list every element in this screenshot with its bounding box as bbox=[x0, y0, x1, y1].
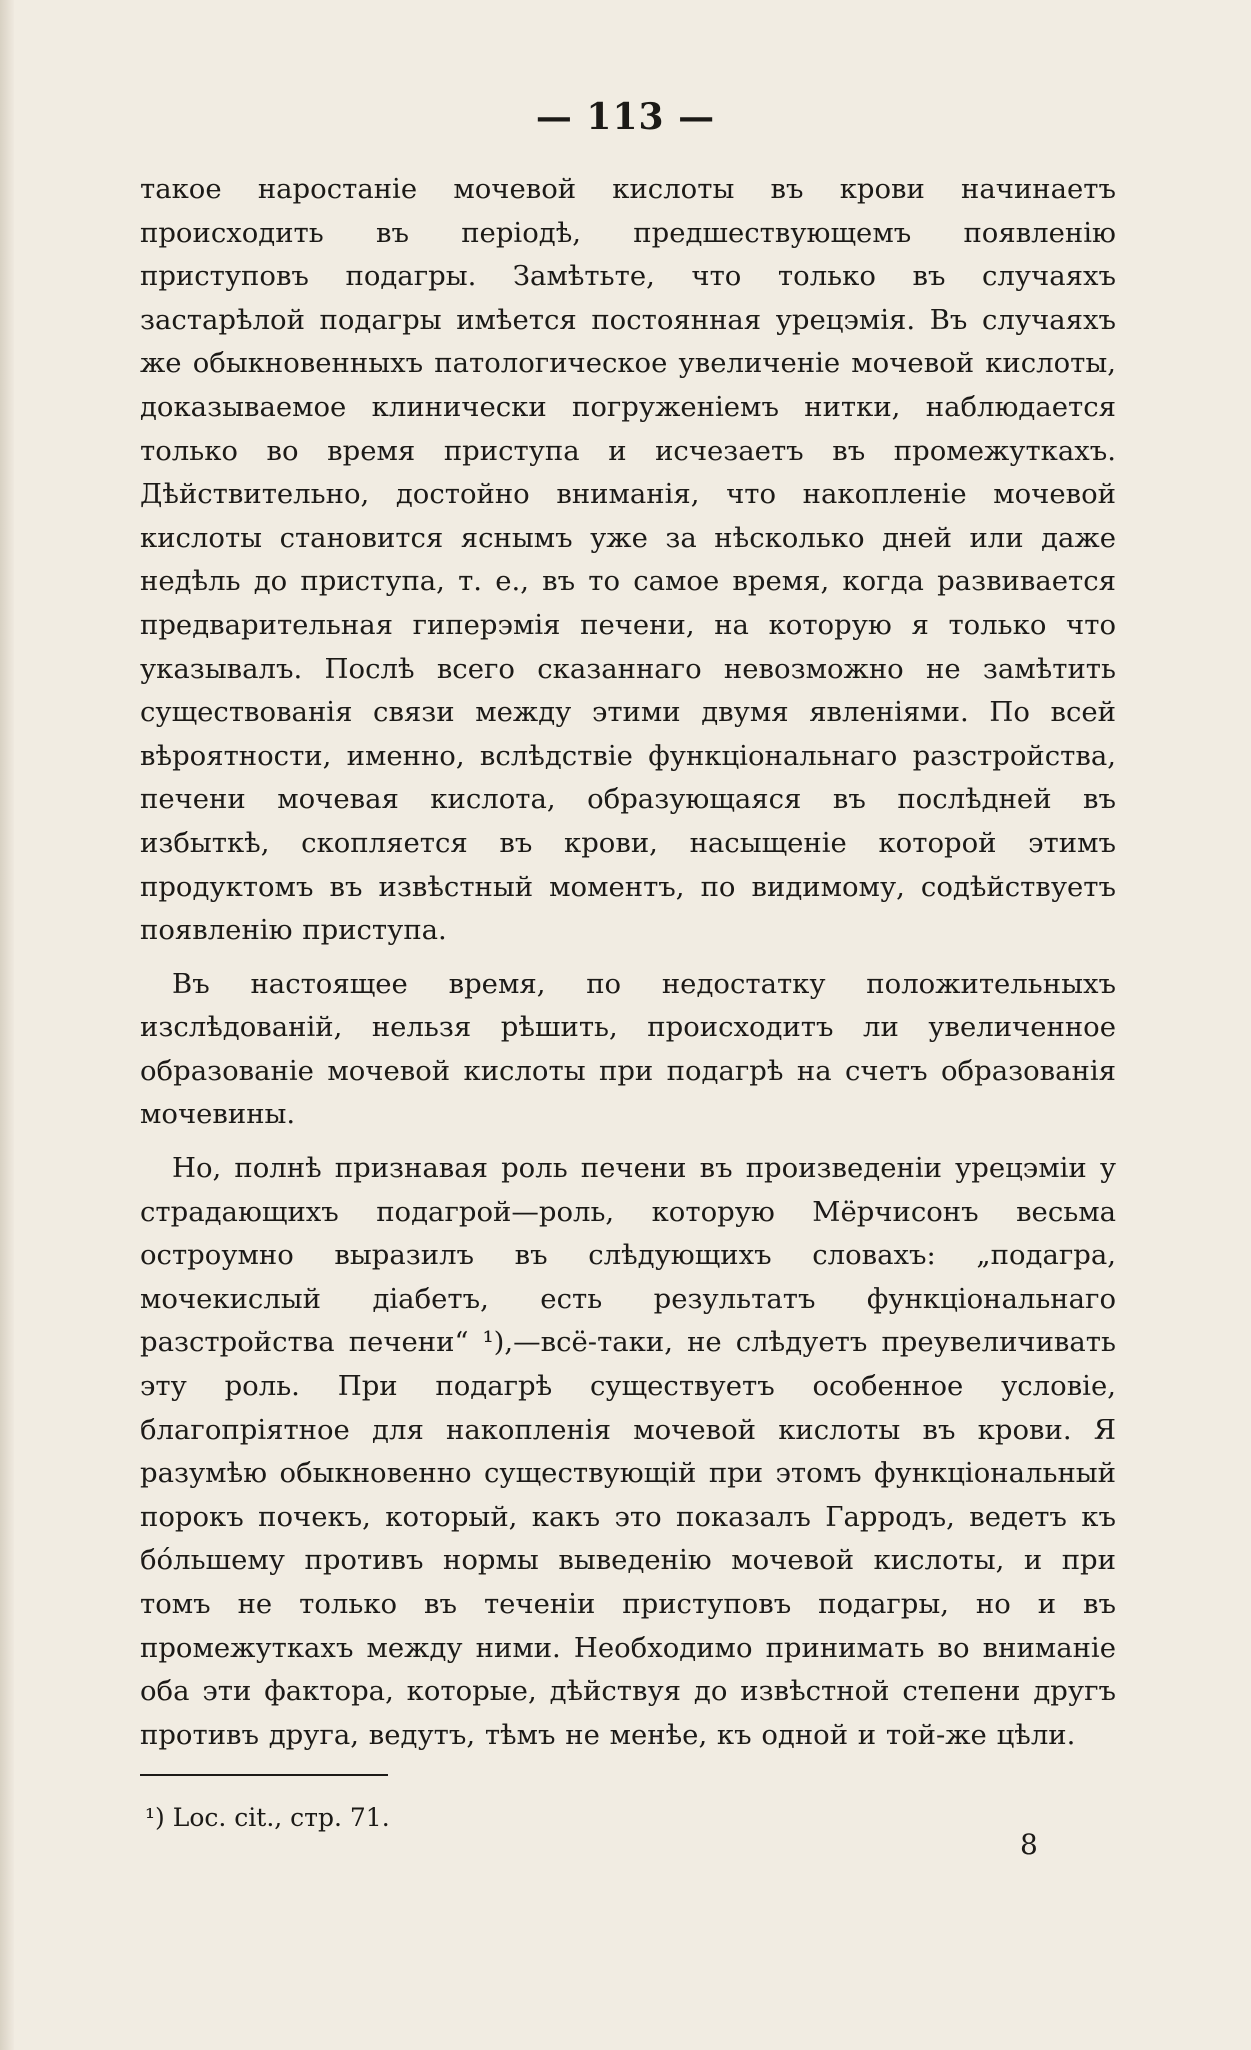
page-edge-shadow bbox=[0, 0, 14, 2050]
signature-mark: 8 bbox=[1020, 1828, 1038, 1861]
body-text bbox=[140, 168, 1116, 1767]
footnote: ¹) Loc. cit., стр. 71. bbox=[145, 1803, 390, 1832]
page-number: — 113 — bbox=[535, 96, 716, 138]
footnote-divider bbox=[140, 1774, 388, 1776]
paragraph-1: такое наростаніе мочевой кислоты въ крови начинаетъ происходить въ періодѣ, предшествующемъ появленію приступовъ подагры. Замѣтьте, что только въ случаяхъ застарѣлой подагры имѣется постоянная урецэмія. Въ случаяхъ же обыкновенныхъ патологическое увеличеніе мочевой кислоты, доказываемое клинически погруженіемъ нитки, наблюдается только во время приступа и исчезаетъ въ промежуткахъ. Дѣйствительно, достойно вниманія, что накопленіе мочевой кислоты становится яснымъ уже за нѣсколько дней или даже недѣль до приступа, т. е., въ то самое время, когда развивается предварительная гиперэмія печени, на которую я только что указывалъ. Послѣ всего сказаннаго невозможно не замѣтить существованія связи между этими двумя явленіями. По всей вѣроятности, именно, вслѣдствіе функціональнаго разстройства, печени мочевая кислота, образующаяся въ послѣдней въ избыткѣ, скопляется въ крови, насыщеніе которой этимъ продуктомъ въ извѣстный моментъ, по видимому, содѣйствуетъ появленію приступа. bbox=[140, 173, 1116, 947]
paragraph-2: Въ настоящее время, по недостатку положительныхъ изслѣдованій, нельзя рѣшить, происходитъ ли увеличенное образованіе мочевой кислоты при подагрѣ на счетъ образованія мочевины. bbox=[140, 967, 1116, 1131]
paragraph-3: Но, полнѣ признавая роль печени въ произведеніи урецэміи у страдающихъ подагрой—роль, которую Мёрчисонъ весьма остроумно выразилъ въ слѣдующихъ словахъ: „подагра, мочекислый діабетъ, есть результатъ функціональнаго разстройства печени“ ¹),—всё-таки, не слѣдуетъ преувеличивать эту роль. При подагрѣ существуетъ особенное условіе, благопріятное для накопленія мочевой кислоты въ крови. Я разумѣю обыкновенно существующій при этомъ функціональный порокъ почекъ, который, какъ это показалъ Гарродъ, ведетъ къ бо́льшему противъ нормы выведенію мочевой кислоты, и при томъ не только въ теченіи приступовъ подагры, но и въ промежуткахъ между ними. Необходимо принимать во вниманіе оба эти фактора, которые, дѣйствуя до извѣстной степени другъ противъ друга, ведутъ, тѣмъ не менѣе, къ одной и той-же цѣли. bbox=[140, 1152, 1116, 1751]
